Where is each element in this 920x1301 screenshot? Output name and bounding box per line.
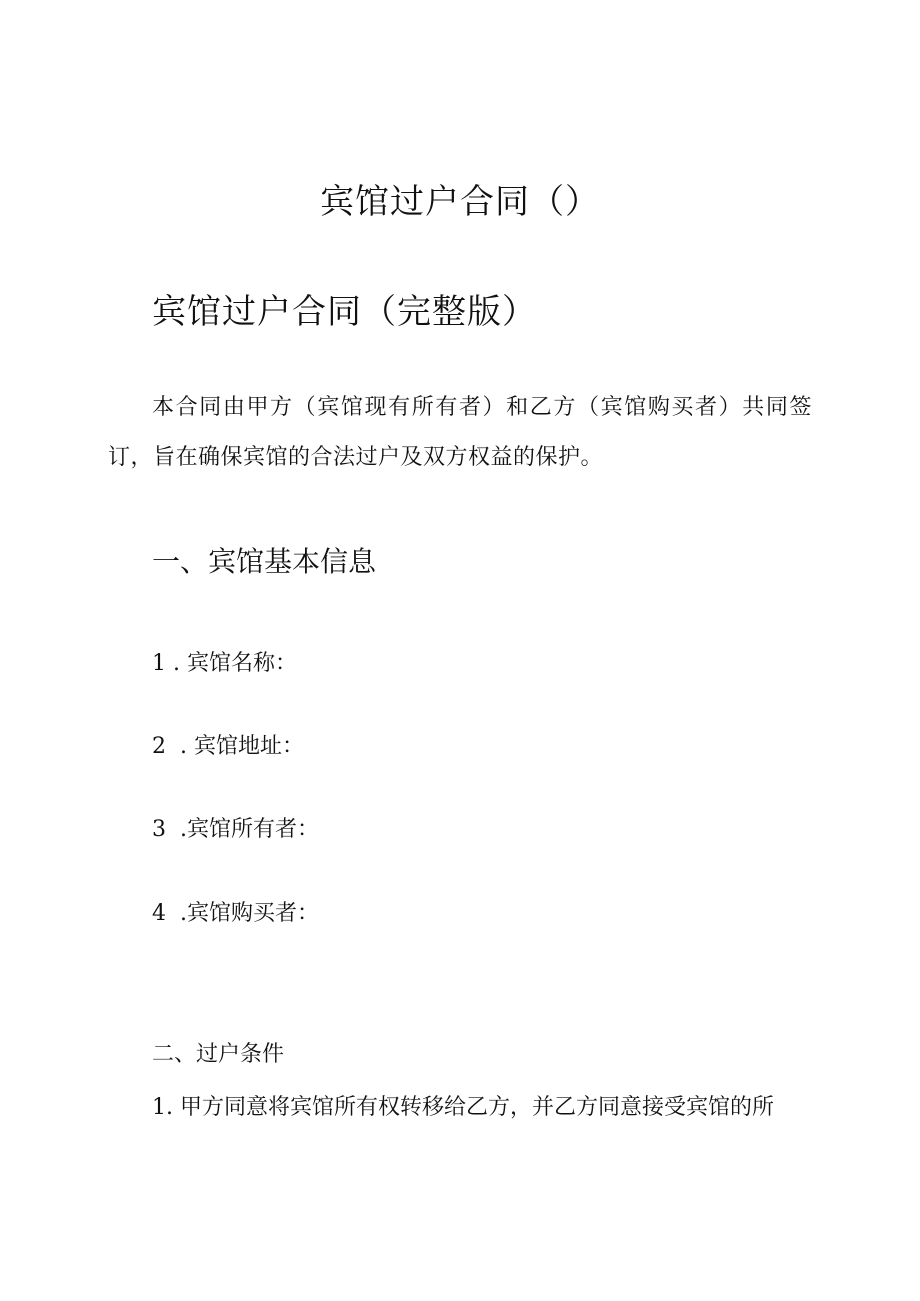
field-hotel-owner: 3 .宾馆所有者： bbox=[152, 817, 319, 842]
section-heading-basic-info: 一、宾馆基本信息 bbox=[152, 545, 377, 578]
intro-paragraph: 本合同由甲方（宾馆现有所有者）和乙方（宾馆购买者）共同签订，旨在确保宾馆的合法过户及双方权益的保护。 bbox=[108, 395, 812, 470]
document-subtitle: 宾馆过户合同（完整版） bbox=[152, 292, 537, 332]
field-hotel-address: 2 . 宾馆地址： bbox=[152, 734, 304, 759]
field-hotel-buyer: 4 .宾馆购买者： bbox=[152, 901, 319, 926]
condition-item: 1. 甲方同意将宾馆所有权转移给乙方，并乙方同意接受宾馆的所 bbox=[152, 1095, 774, 1120]
field-hotel-name: 1 . 宾馆名称： bbox=[152, 651, 297, 676]
document-title: 宾馆过户合同（） bbox=[320, 182, 600, 222]
section-heading-transfer-conditions: 二、过户条件 bbox=[152, 1042, 285, 1067]
